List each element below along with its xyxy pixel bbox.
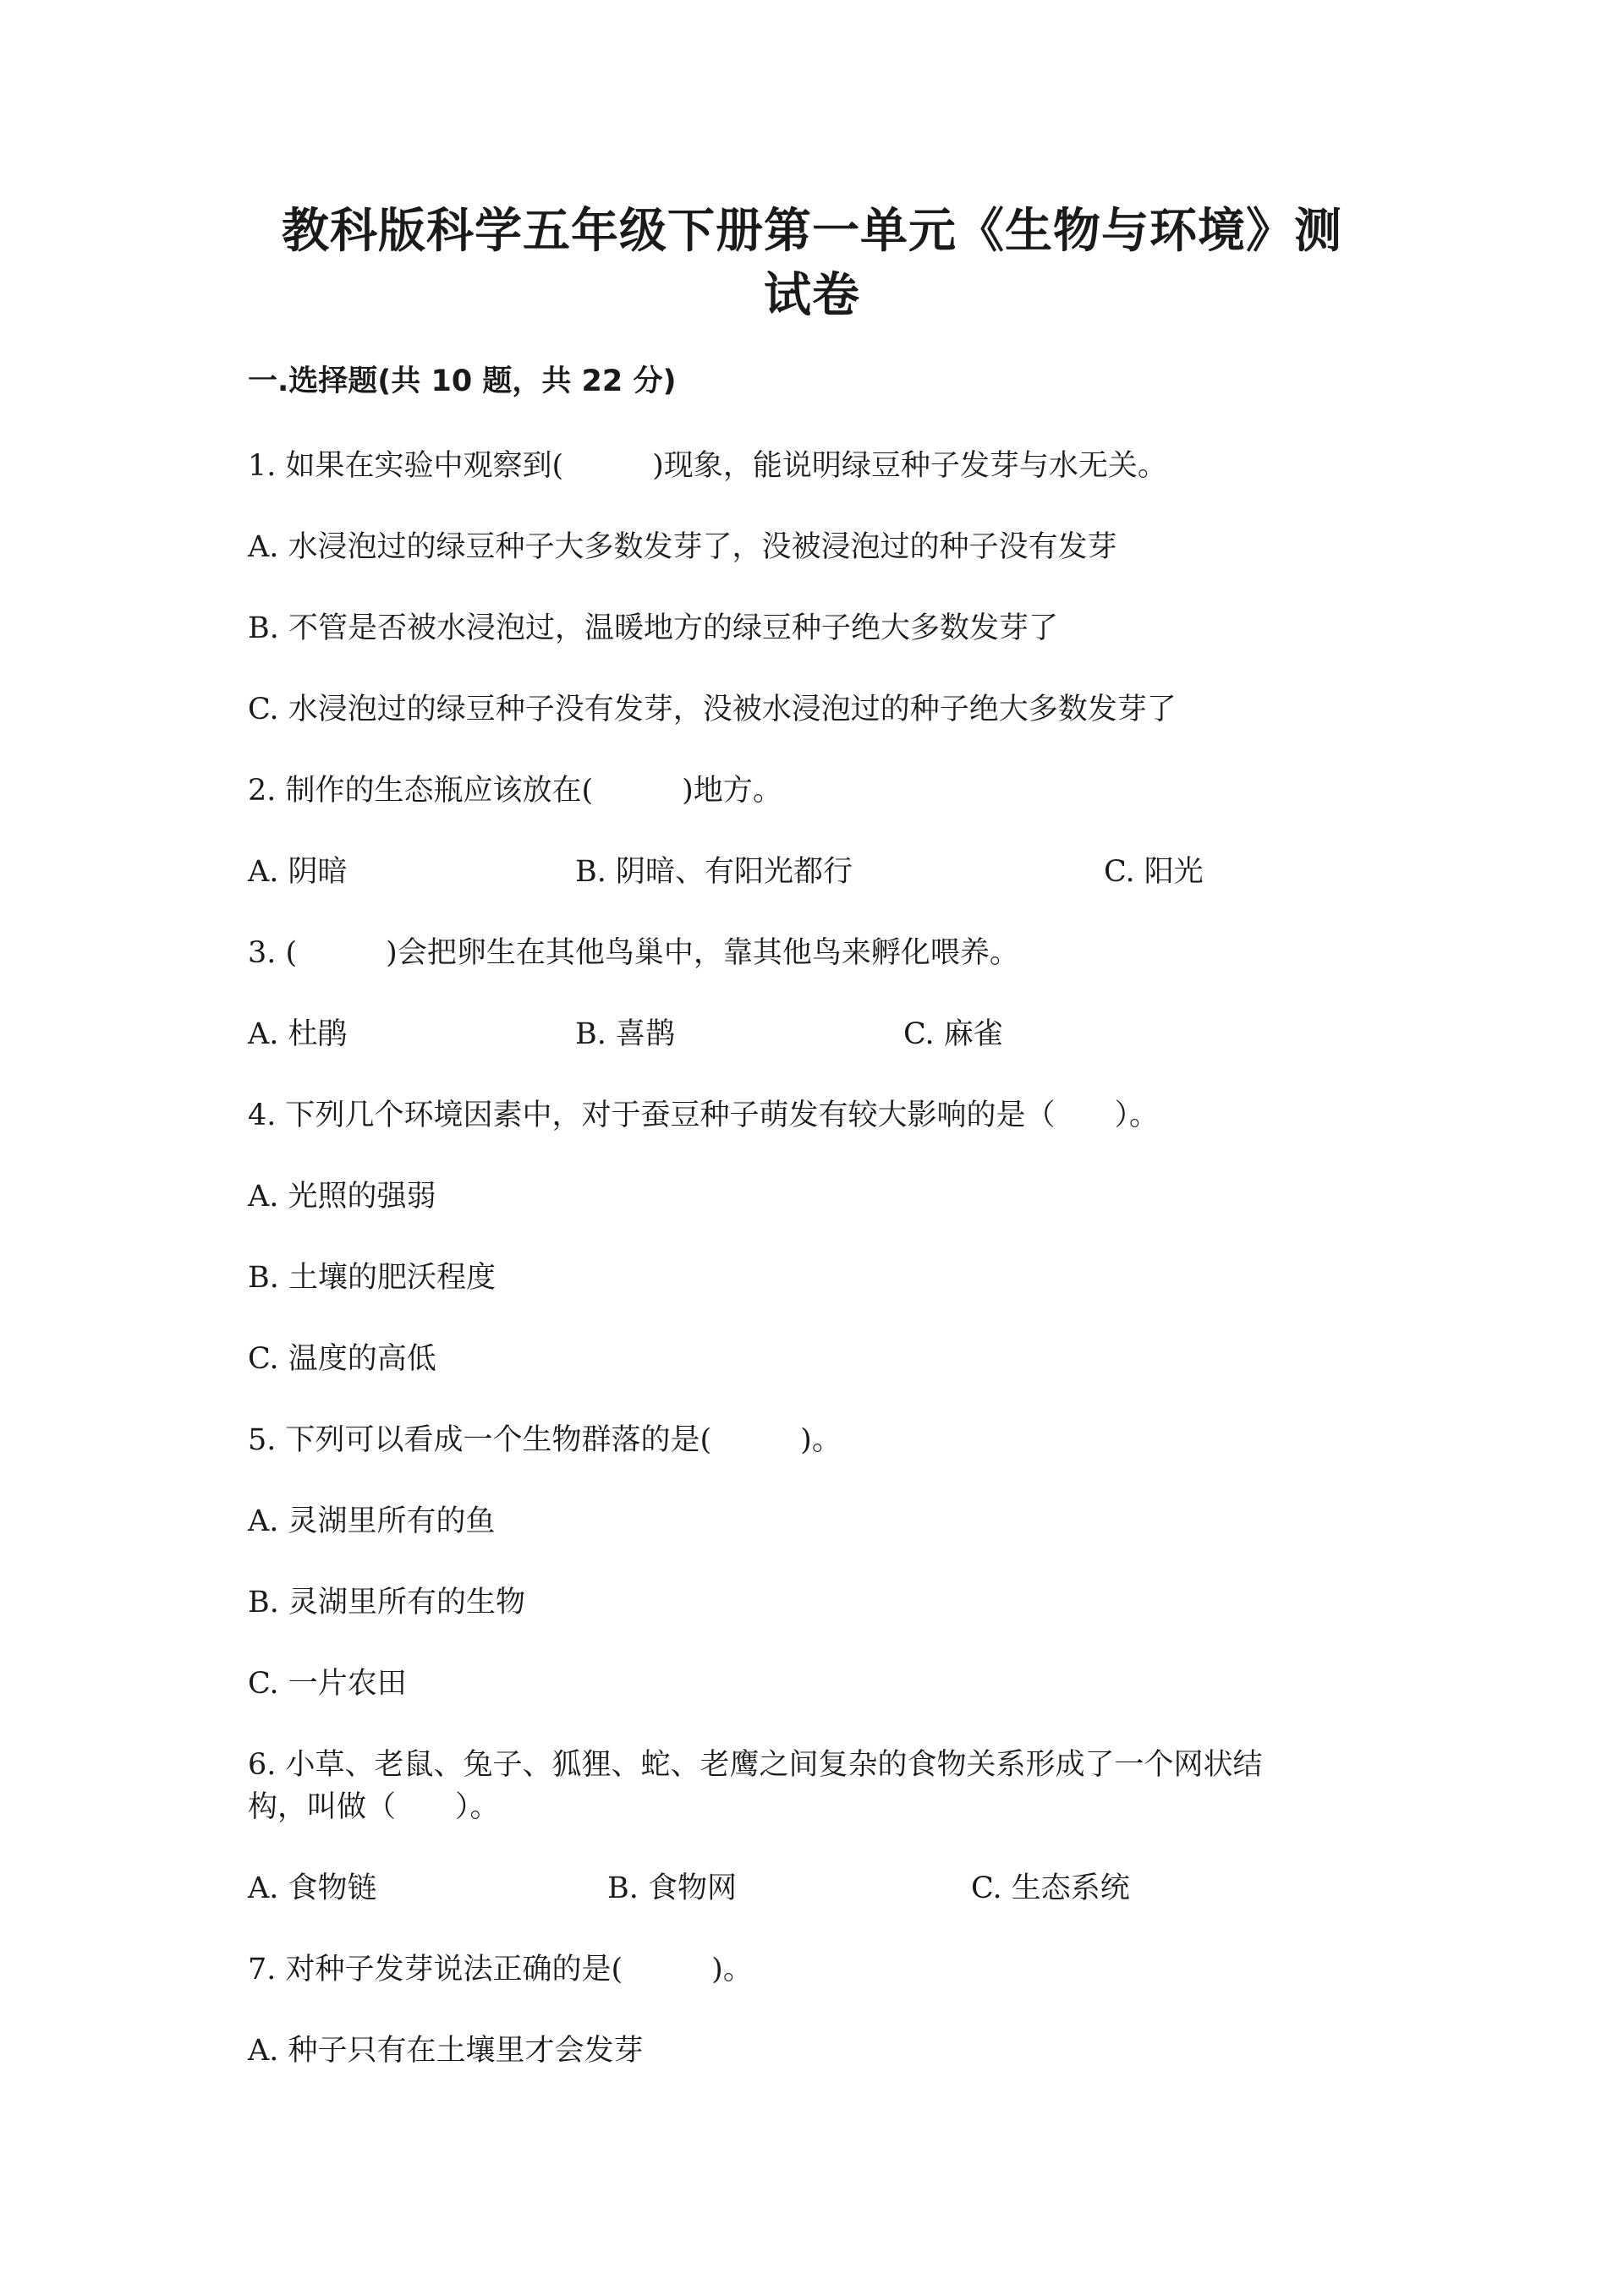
- question-6-option-c: C. 生态系统: [971, 1871, 1130, 1905]
- question-2-options: [248, 851, 1381, 893]
- question-6-option-b: B. 食物网: [607, 1871, 737, 1905]
- page-title-continued: 试卷: [764, 268, 860, 323]
- question-4-option-b: B. 土壤的肥沃程度: [248, 1261, 496, 1295]
- page-title: 教科版科学五年级下册第一单元《生物与环境》测: [282, 204, 1342, 259]
- question-5-option-b: B. 灵湖里所有的生物: [248, 1586, 525, 1619]
- question-1-option-b: B. 不管是否被水浸泡过，温暖地方的绿豆种子绝大多数发芽了: [248, 611, 1058, 645]
- question-5-option-a: A. 灵湖里所有的鱼: [248, 1504, 496, 1538]
- question-1-option-a: A. 水浸泡过的绿豆种子大多数发芽了，没被浸泡过的种子没有发芽: [248, 530, 1117, 564]
- question-5-stem: 5. 下列可以看成一个生物群落的是( )。: [248, 1423, 842, 1457]
- question-3-options: [248, 1013, 1381, 1055]
- question-4-option-c: C. 温度的高低: [248, 1342, 436, 1376]
- question-5-option-c: C. 一片农田: [248, 1667, 407, 1701]
- question-3-option-a: A. 杜鹃: [248, 1017, 348, 1051]
- question-6-option-a: A. 食物链: [248, 1871, 377, 1905]
- question-4-stem: 4. 下列几个环境因素中，对于蚕豆种子萌发有较大影响的是（ ）。: [248, 1099, 1160, 1132]
- section-heading: 一.选择题(共 10 题，共 22 分): [248, 364, 677, 398]
- question-2-stem: 2. 制作的生态瓶应该放在( )地方。: [248, 774, 782, 808]
- question-2-option-a: A. 阴暗: [248, 855, 348, 889]
- question-2-option-c: C. 阳光: [1104, 855, 1204, 889]
- question-7-stem: 7. 对种子发芽说法正确的是( )。: [248, 1953, 753, 1986]
- question-6-stem-continued: 构，叫做（ ）。: [248, 1790, 500, 1824]
- question-3-stem: 3. ( )会把卵生在其他鸟巢中，靠其他鸟来孵化喂养。: [248, 936, 1019, 970]
- question-3-option-c: C. 麻雀: [903, 1017, 1003, 1051]
- question-7-option-a: A. 种子只有在土壤里才会发芽: [248, 2034, 644, 2068]
- question-1-stem: 1. 如果在实验中观察到( )现象，能说明绿豆种子发芽与水无关。: [248, 449, 1167, 483]
- question-6-stem: 6. 小草、老鼠、兔子、狐狸、蛇、老鹰之间复杂的食物关系形成了一个网状结: [248, 1748, 1263, 1782]
- question-3-option-b: B. 喜鹊: [575, 1017, 675, 1051]
- question-2-option-b: B. 阴暗、有阳光都行: [575, 855, 853, 889]
- question-6-options: [248, 1867, 1381, 1910]
- question-1-option-c: C. 水浸泡过的绿豆种子没有发芽，没被水浸泡过的种子绝大多数发芽了: [248, 693, 1177, 726]
- question-4-option-a: A. 光照的强弱: [248, 1180, 436, 1214]
